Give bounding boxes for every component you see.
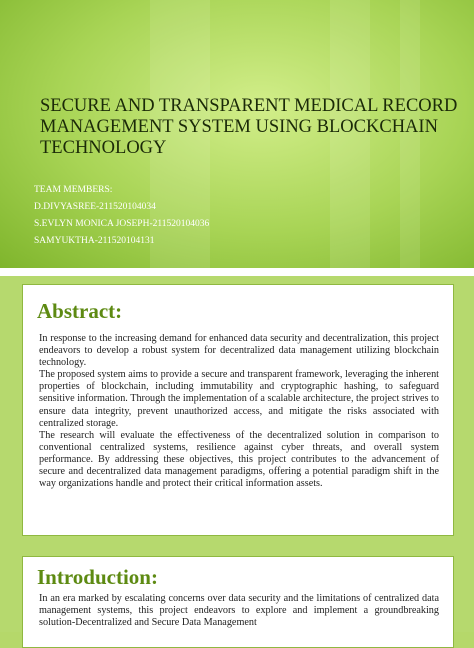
abstract-paragraph: In response to the increasing demand for enhanced data security and decentralization, this project endeavors to develop a robust system for decentralized data management utilizing blockchain technology. (39, 333, 439, 369)
introduction-heading: Introduction: (37, 565, 158, 589)
abstract-text (39, 333, 439, 490)
team-member: SAMYUKTHA-211520104131 (34, 236, 155, 246)
introduction-text (39, 593, 439, 629)
abstract-paragraph: The research will evaluate the effectiveness of the decentralized solution in comparison to conventional centralized systems, resilience against cyber threats, and overall system performance. By addressing these objectives, this project contributes to the advancement of secure and decentralized data management paradigms, offering a potential paradigm shift in the way organizations handle and protect their critical information assets. (39, 429, 439, 490)
introduction-card (22, 556, 454, 648)
abstract-card (22, 284, 454, 536)
team-heading: TEAM MEMBERS: (34, 185, 113, 195)
slide-title: SECURE AND TRANSPARENT MEDICAL RECORD MANAGEMENT SYSTEM USING BLOCKCHAIN TECHNOLOGY (40, 96, 458, 158)
content-slide (0, 276, 474, 632)
abstract-paragraph: The proposed system aims to provide a secure and transparent framework, leveraging the inherent properties of blockchain, including immutability and cryptographic hashing, to safeguard sensitive information. Through the implementation of a scalable architecture, the project strives to ensure data integrity, prevent unauthorized access, and mitigate the risks associated with centralized storage. (39, 369, 439, 429)
title-slide (0, 0, 474, 268)
team-members-block (34, 182, 209, 250)
abstract-heading: Abstract: (37, 299, 123, 323)
introduction-paragraph: In an era marked by escalating concerns over data security and the limitations of centralized data management systems, this project endeavors to explore and implement a groundbreaking solution-Decentralized and Secure Data Management (39, 593, 439, 629)
team-member: D.DIVYASREE-211520104034 (34, 202, 156, 212)
slide-separator (0, 268, 474, 276)
team-member: S.EVLYN MONICA JOSEPH-211520104036 (34, 219, 210, 229)
